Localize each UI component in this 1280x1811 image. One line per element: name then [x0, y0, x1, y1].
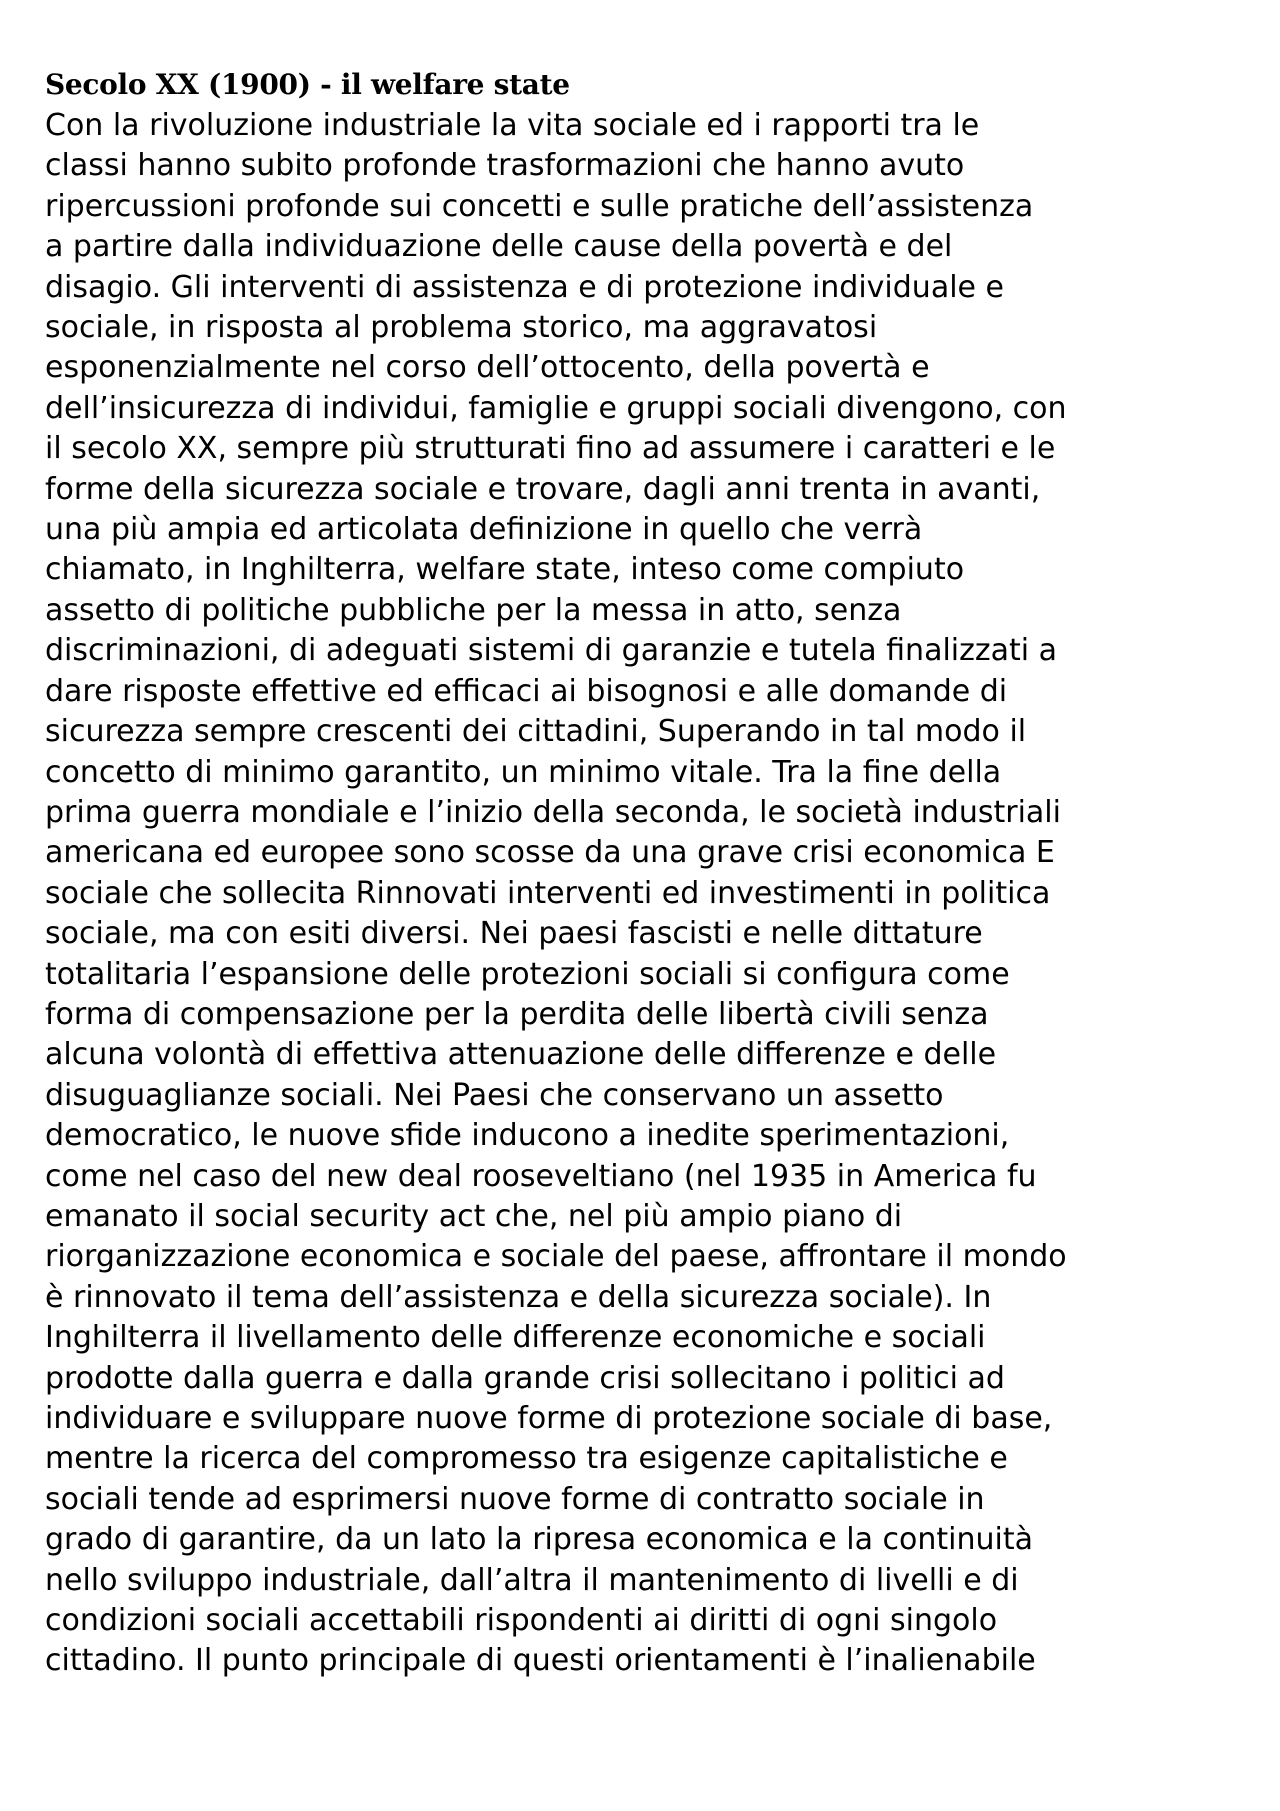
text-line: forma di compensazione per la perdita delle libertà civili senza: [45, 996, 989, 1032]
text-line: Con la rivoluzione industriale la vita sociale ed i rapporti tra le: [45, 108, 980, 143]
text-line: condizioni sociali accettabili rispondenti ai diritti di ogni singolo: [45, 1603, 998, 1639]
text-line: dare risposte effettive ed efficaci ai bisognosi e alle domande di: [45, 673, 1008, 709]
text-line: totalitaria l’espansione delle protezioni sociali si configura come: [45, 956, 1010, 992]
text-line: il secolo XX, sempre più strutturati fino ad assumere i caratteri e le: [45, 431, 1056, 467]
document-body: [45, 106, 1260, 1682]
text-line: sociali tende ad esprimersi nuove forme di contratto sociale in: [45, 1481, 985, 1517]
text-line: alcuna volontà di effettiva attenuazione delle differenze e delle: [45, 1037, 997, 1073]
text-line: come nel caso del new deal rooseveltiano (nel 1935 in America fu: [45, 1158, 1037, 1194]
text-line: sociale, in risposta al problema storico, ma aggravatosi: [45, 310, 878, 346]
text-line: individuare e sviluppare nuove forme di protezione sociale di base,: [45, 1401, 1053, 1436]
text-line: disuguaglianze sociali. Nei Paesi che conservano un assetto: [45, 1077, 944, 1113]
text-line: emanato il social security act che, nel più ampio piano di: [45, 1198, 903, 1234]
text-line: ripercussioni profonde sui concetti e sulle pratiche dell’assistenza: [45, 188, 1034, 224]
text-line: classi hanno subito profonde trasformazioni che hanno avuto: [45, 148, 965, 184]
document-title: Secolo XX (1900) - il welfare state: [45, 68, 570, 101]
text-line: sociale, ma con esiti diversi. Nei paesi fascisti e nelle dittature: [45, 916, 983, 952]
text-line: esponenzialmente nel corso dell’ottocento, della povertà e: [45, 350, 930, 386]
text-line: Inghilterra il livellamento delle differenze economiche e sociali: [45, 1320, 986, 1356]
text-line: sicurezza sempre crescenti dei cittadini, Superando in tal modo il: [45, 714, 1027, 750]
document-page: [45, 64, 1260, 1682]
text-line: nello sviluppo industriale, dall’altra il mantenimento di livelli e di: [45, 1562, 1019, 1598]
text-line: una più ampia ed articolata definizione in quello che verrà: [45, 512, 923, 548]
text-line: discriminazioni, di adeguati sistemi di garanzie e tutela finalizzati a: [45, 633, 1058, 669]
text-line: a partire dalla individuazione delle cause della povertà e del: [45, 229, 953, 265]
text-line: dell’insicurezza di individui, famiglie e gruppi sociali divengono, con: [45, 390, 1067, 426]
text-line: forme della sicurezza sociale e trovare, dagli anni trenta in avanti,: [45, 471, 1041, 507]
text-line: prima guerra mondiale e l’inizio della seconda, le società industriali: [45, 794, 1061, 830]
text-line: è rinnovato il tema dell’assistenza e della sicurezza sociale). In: [45, 1279, 992, 1315]
text-line: prodotte dalla guerra e dalla grande crisi sollecitano i politici ad: [45, 1360, 1005, 1396]
text-line: mentre la ricerca del compromesso tra esigenze capitalistiche e: [45, 1441, 1008, 1477]
text-line: grado di garantire, da un lato la ripresa economica e la continuità: [45, 1522, 1033, 1558]
text-line: americana ed europee sono scosse da una grave crisi economica E: [45, 835, 1055, 871]
text-line: riorganizzazione economica e sociale del paese, affrontare il mondo: [45, 1239, 1067, 1275]
text-line: sociale che sollecita Rinnovati interventi ed investimenti in politica: [45, 875, 1051, 911]
text-line: democratico, le nuove sfide inducono a inedite sperimentazioni,: [45, 1118, 1010, 1154]
text-line: cittadino. Il punto principale di questi orientamenti è l’inalienabile: [45, 1643, 1036, 1679]
text-line: concetto di minimo garantito, un minimo vitale. Tra la fine della: [45, 754, 1002, 790]
text-line: assetto di politiche pubbliche per la messa in atto, senza: [45, 592, 902, 628]
text-line: disagio. Gli interventi di assistenza e di protezione individuale e: [45, 269, 1004, 305]
text-line: chiamato, in Inghilterra, welfare state, inteso come compiuto: [45, 552, 965, 588]
